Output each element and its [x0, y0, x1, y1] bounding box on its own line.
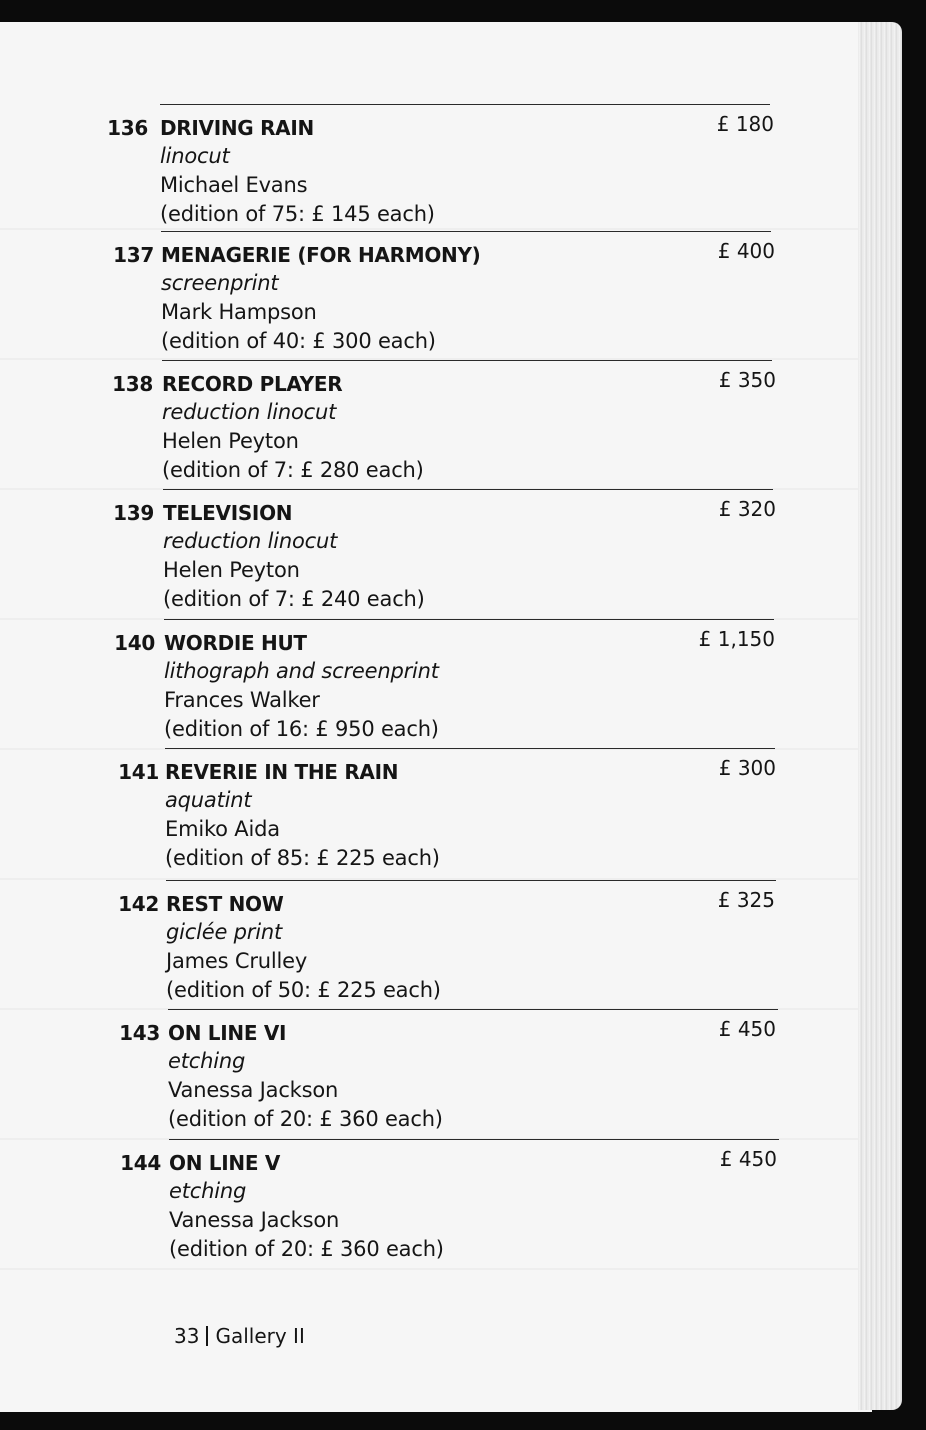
entry-artist: Vanessa Jackson [169, 1208, 340, 1232]
entry-price: £ 180 [716, 112, 774, 136]
entry-medium: reduction linocut [162, 400, 337, 424]
entry-divider [169, 1139, 779, 1140]
entry-divider [161, 231, 771, 232]
entry-artist: Michael Evans [160, 173, 308, 197]
entry-medium: lithograph and screenprint [164, 659, 439, 683]
entry-medium: reduction linocut [163, 529, 338, 553]
entry-title: DRIVING RAIN [160, 116, 314, 140]
entry-edition: (edition of 16: £ 950 each) [164, 717, 439, 741]
entry-title: MENAGERIE (FOR HARMONY) [161, 243, 481, 267]
entry-divider [166, 880, 776, 881]
section-name: Gallery II [215, 1324, 305, 1348]
entry-title: ON LINE V [169, 1151, 281, 1175]
entry-title: TELEVISION [163, 501, 293, 525]
entry-edition: (edition of 75: £ 145 each) [160, 202, 435, 226]
entry-number: 141 [118, 760, 159, 784]
entry-price: £ 400 [717, 239, 775, 263]
entry-artist: Frances Walker [164, 688, 320, 712]
entry-price: £ 450 [719, 1147, 777, 1171]
entry-medium: etching [169, 1179, 247, 1203]
entry-medium: aquatint [165, 788, 252, 812]
entry-medium: giclée print [166, 920, 283, 944]
entry-number: 140 [114, 631, 155, 655]
entry-medium: etching [168, 1049, 246, 1073]
entry-edition: (edition of 20: £ 360 each) [169, 1237, 444, 1261]
entry-edition: (edition of 40: £ 300 each) [161, 329, 436, 353]
page-footer [174, 1324, 305, 1348]
entry-divider [162, 360, 772, 361]
entry-divider [160, 104, 770, 105]
entry-number: 142 [118, 892, 159, 916]
entry-edition: (edition of 7: £ 240 each) [163, 587, 425, 611]
entry-title: RECORD PLAYER [162, 372, 343, 396]
entry-title: REST NOW [166, 892, 284, 916]
entry-title: WORDIE HUT [164, 631, 307, 655]
entry-price: £ 300 [718, 756, 776, 780]
entry-number: 138 [112, 372, 153, 396]
entry-artist: James Crulley [166, 949, 308, 973]
entry-divider [168, 1009, 778, 1010]
entry-divider [163, 489, 773, 490]
entry-title: ON LINE VI [168, 1021, 287, 1045]
entry-medium: screenprint [161, 271, 279, 295]
entry-artist: Mark Hampson [161, 300, 317, 324]
entry-price: £ 1,150 [698, 627, 775, 651]
entry-number: 139 [113, 501, 154, 525]
entry-edition: (edition of 7: £ 280 each) [162, 458, 424, 482]
entry-number: 143 [119, 1021, 160, 1045]
entry-medium: linocut [160, 144, 230, 168]
entry-number: 144 [120, 1151, 161, 1175]
entry-price: £ 350 [718, 368, 776, 392]
entry-artist: Helen Peyton [163, 558, 300, 582]
entry-edition: (edition of 20: £ 360 each) [168, 1107, 443, 1131]
entry-divider [165, 748, 775, 749]
entry-price: £ 320 [718, 497, 776, 521]
entry-price: £ 450 [718, 1017, 776, 1041]
entry-price: £ 325 [717, 888, 775, 912]
entry-number: 137 [113, 243, 154, 267]
entry-artist: Helen Peyton [162, 429, 299, 453]
page-number: 33 [174, 1324, 200, 1348]
entry-number: 136 [107, 116, 148, 140]
entry-divider [164, 619, 774, 620]
entry-edition: (edition of 85: £ 225 each) [165, 846, 440, 870]
entry-artist: Vanessa Jackson [168, 1078, 339, 1102]
entry-artist: Emiko Aida [165, 817, 280, 841]
entry-edition: (edition of 50: £ 225 each) [166, 978, 441, 1002]
entry-title: REVERIE IN THE RAIN [165, 760, 399, 784]
footer-divider [206, 1326, 208, 1346]
